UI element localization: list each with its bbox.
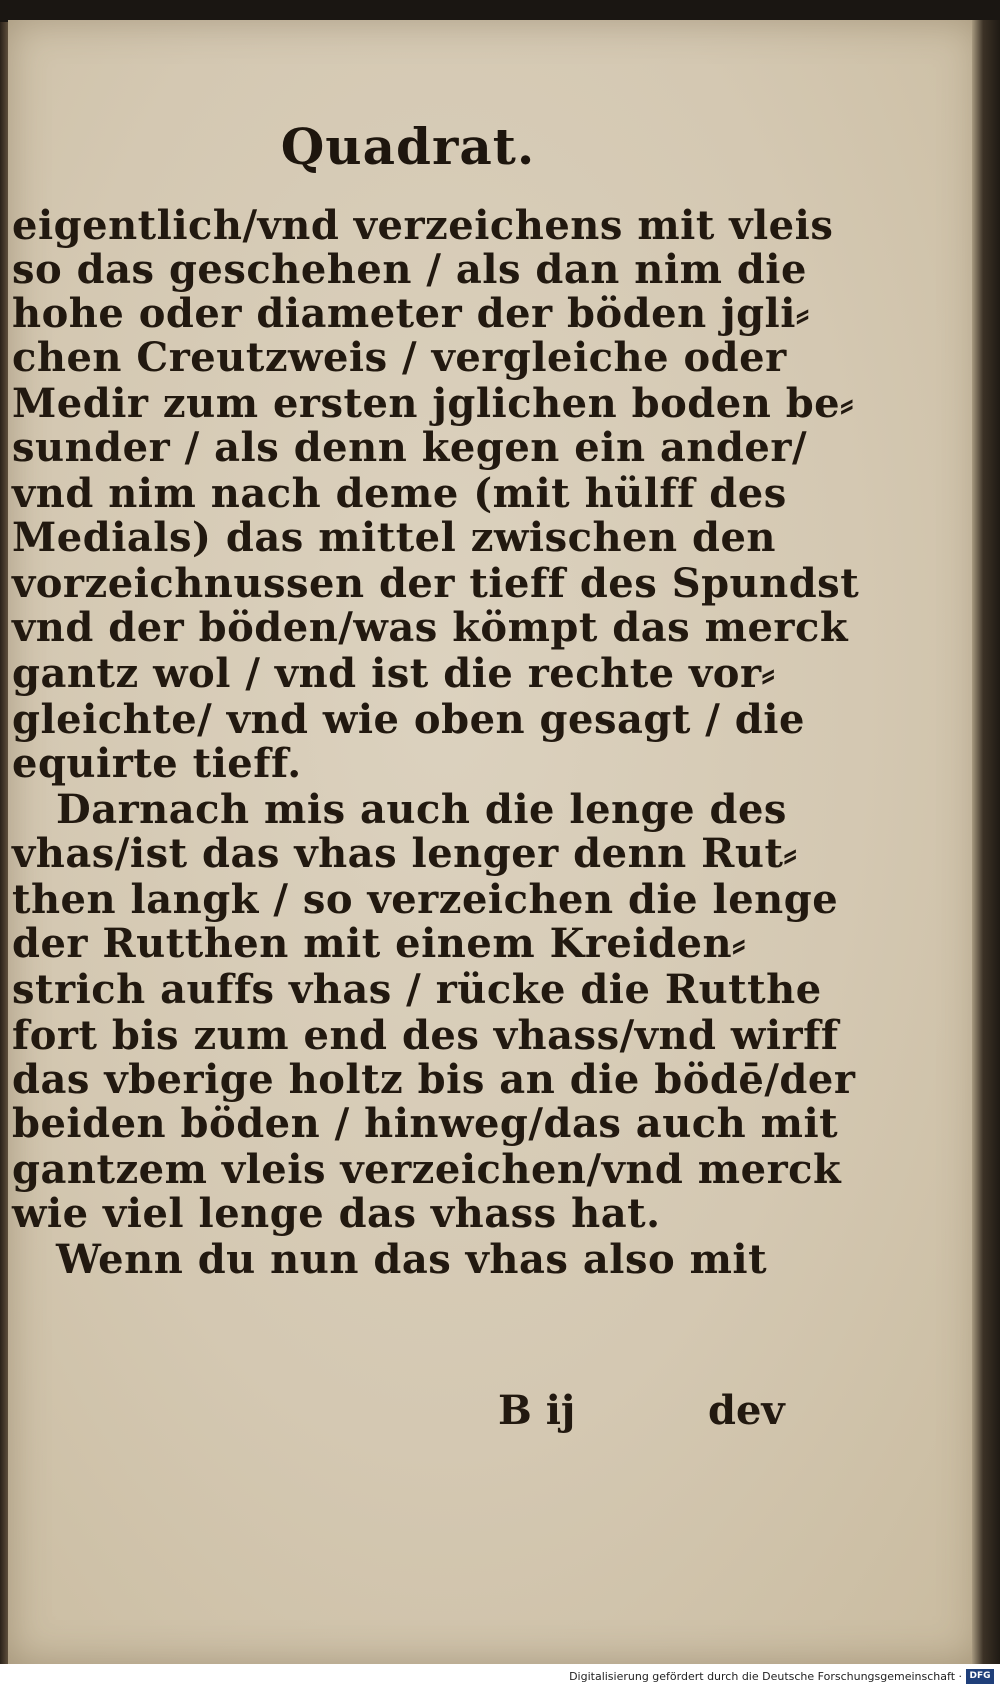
text-line: vnd nim nach deme (mit hülff des [12,470,787,517]
text-line: equirte tieff. [12,740,302,787]
text-line: Wenn du nun das vhas also mit [56,1236,768,1283]
text-line: vhas/ist das vhas lenger denn Rut⸗ [12,830,798,877]
text-line: Darnach mis auch die lenge des [56,786,787,833]
book-page [8,20,980,1664]
text-line: wie viel lenge das vhass hat. [12,1190,661,1237]
text-line: gleichte/ vnd wie oben gesagt / die [12,696,805,743]
catchword: dev [708,1387,785,1434]
text-line: hohe oder diameter der böden jgli⸗ [12,290,810,337]
text-line: Medials) das mittel zwischen den [12,514,777,561]
text-line: sunder / als denn kegen ein ander/ [12,424,808,471]
text-line: chen Creutzweis / vergleiche oder [12,334,787,381]
digitization-credit: Digitalisierung gefördert durch die Deutsche Forschungsgemeinschaft · [569,1670,962,1683]
text-line: gantz wol / vnd ist die rechte vor⸗ [12,650,776,697]
running-head: Quadrat. [280,117,536,176]
text-line: eigentlich/vnd verzeichens mit vleis [12,202,834,249]
text-line: fort bis zum end des vhass/vnd wirff [12,1012,839,1059]
text-line: vorzeichnussen der tieff des Spundst [12,560,860,607]
page-edge-right [972,20,1000,1664]
signature-mark: B ij [498,1387,576,1434]
text-line: Medir zum ersten jglichen boden be⸗ [12,380,854,427]
text-line: beiden böden / hinweg/das auch mit [12,1100,839,1147]
text-line: vnd der böden/was kömpt das merck [12,604,849,651]
text-line: strich auffs vhas / rücke die Rutthe [12,966,822,1013]
scan-border-top [0,0,1000,22]
text-line: so das geschehen / als dan nim die [12,246,807,293]
text-line: das vberige holtz bis an die bödē/der [12,1056,856,1103]
text-line: der Rutthen mit einem Kreiden⸗ [12,920,746,967]
dfg-logo: DFG [966,1669,994,1684]
text-line: then langk / so verzeichen die lenge [12,876,839,923]
text-line: gantzem vleis verzeichen/vnd merck [12,1146,842,1193]
